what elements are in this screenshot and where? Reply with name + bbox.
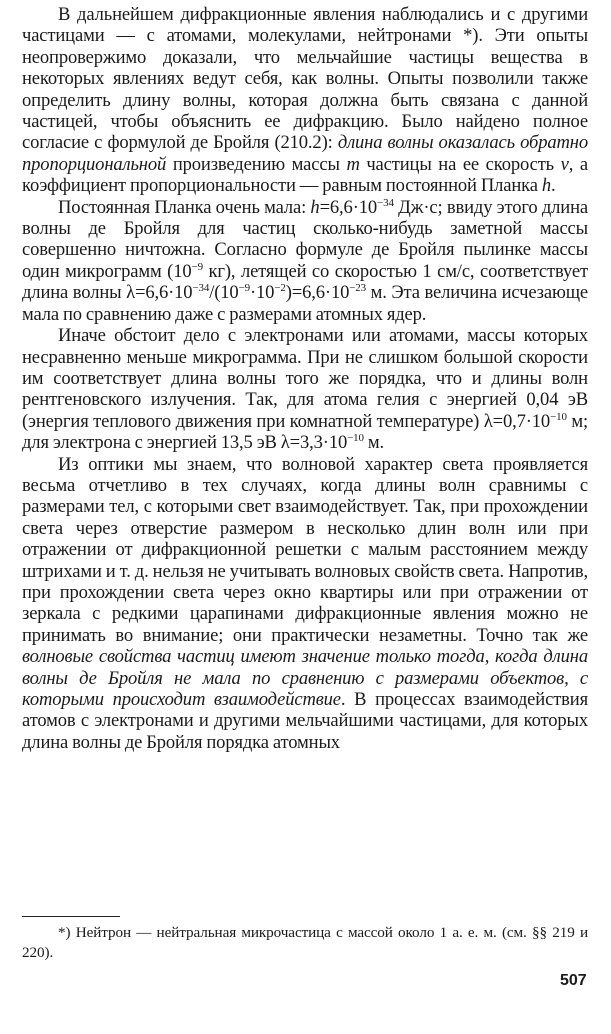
exponent: −2 (274, 282, 286, 295)
text-run: м. (363, 432, 385, 454)
text-run: /(10 (209, 282, 239, 304)
text-run: частицы на ее скорость (359, 153, 561, 175)
page-body (22, 4, 588, 753)
italic-text: волновые свойства частиц имеют значение только тогда, когда длина волны де Бройля не мала по сравнению с размерами объектов, с которыми происходит взаимодействие (22, 646, 588, 710)
text-run: . (551, 175, 556, 197)
italic-text: m (346, 153, 360, 175)
text-run: Дж·с; ввиду этого длина волны де Бройля для частиц сколько-нибудь заметной массы совершенно ничтожна. Согласно формуле де Бройля пылинке массы один микрограмм (10 (22, 196, 588, 282)
italic-text: h (310, 196, 320, 218)
exponent: −9 (238, 282, 250, 295)
page-number: 507 (560, 972, 587, 989)
text-run: м. Эта величина исчезающе мала по сравнению даже с размерами атомных ядер. (22, 282, 588, 325)
footnote: *) Нейтрон — нейтральная микрочастица с массой около 1 а. е. м. (см. §§ 219 и 220). (22, 924, 588, 961)
italic-text: длина волны оказалась обратно пропорциональной (22, 132, 588, 175)
exponent: −10 (347, 432, 364, 445)
text-run: Иначе обстоит дело с электронами или атомами, массы которых несравненно меньше микрограмма. При не слишком большой скорости им соответствует длина волны того же порядка, что и длины волн рентгеновского излучения. Так, для атома гелия с энергией 0,04 эВ (энергия теплового движения при комнатной температуре) λ=0,7·10 (22, 325, 588, 432)
exponent: −34 (377, 196, 394, 209)
paragraph-2 (22, 197, 588, 325)
text-run: )=6,6·10 (285, 282, 350, 304)
text-run: произведению массы (166, 153, 347, 175)
italic-text: v (560, 153, 569, 175)
text-run: . Эти опыты неопровержимо доказали, что мельчайшие частицы вещества в некоторых явлениях ведут себя, как волны. Опыты позволили также определить длину волны, которая должна быть связана с данной частицей, чтобы объяснить ее дифракцию. Было найдено полное согласие с формулой де Бройля (210.2): (22, 25, 588, 154)
paragraph-3 (22, 325, 588, 453)
paragraph-1 (22, 4, 588, 197)
text-run: кг), летящей со скоростью 1 см/с, соответствует длина волны λ=6,6·10 (22, 260, 588, 304)
text-run: ·10 (249, 282, 275, 304)
text-run: . В процессах взаимодействия атомов с электронами и другими мельчайшими частицами, для которых длина волны де Бройля порядка атомных (22, 689, 588, 753)
paragraph-4 (22, 454, 588, 754)
text-run: м; для электрона с энергией 13,5 эВ λ=3,3·10 (22, 410, 588, 454)
exponent: −23 (349, 282, 367, 295)
text-run: , а коэффициент пропорциональности — равным постоянной Планка (22, 153, 588, 197)
exponent: −10 (550, 410, 567, 423)
exponent: −9 (191, 260, 203, 273)
italic-text: h (541, 175, 551, 197)
text-run: =6,6·10 (319, 196, 378, 218)
exponent: −34 (192, 282, 210, 295)
text-run: В дальнейшем дифракционные явления наблюдались и с другими частицами — с атомами, молекулами, нейтронами (22, 4, 588, 47)
text-run: Из оптики мы знаем, что волновой характер света проявляется весьма отчетливо в тех случаях, когда длины волн сравнимы с размерами тел, с которыми свет взаимодействует. Так, при прохождении света через отверстие размером в несколько длин волн или при отражении от дифракционной решетки с малым расстоянием между штрихами и т. д. нельзя не учитывать волновых свойств света. Напротив, при прохождении света через окно квартиры или при отражении от зеркала с редкими царапинами дифракционные явления можно не принимать во внимание; они практически незаметны. Точно так же (22, 453, 588, 646)
text-run: Постоянная Планка очень мала: (58, 196, 311, 218)
footnote-divider (22, 916, 120, 917)
text-run: *) (463, 25, 479, 47)
